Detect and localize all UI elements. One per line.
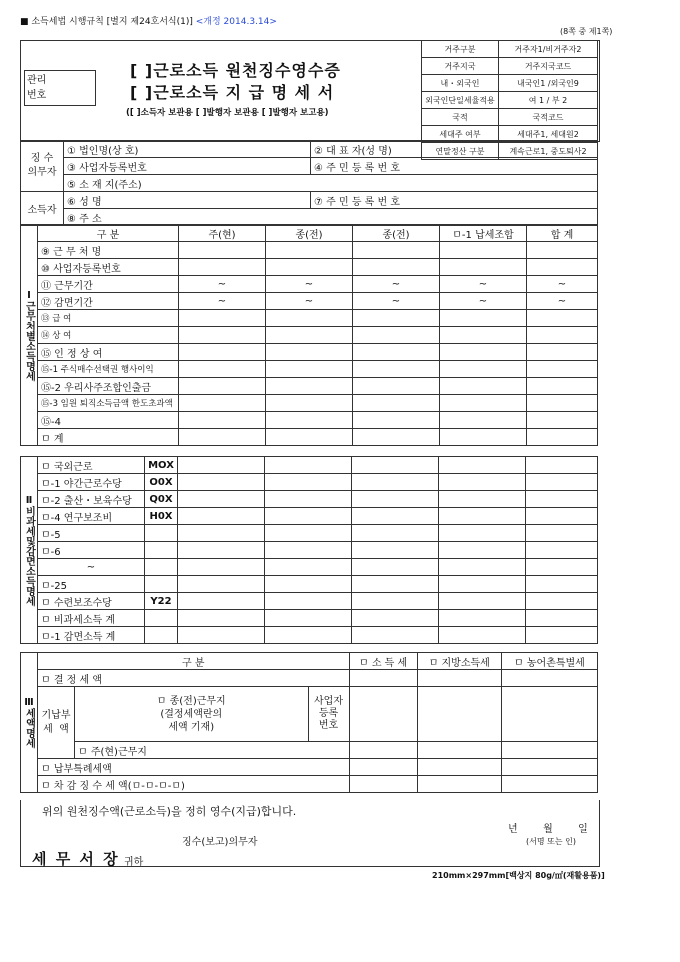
residency-value: 거주지국코드 [499, 58, 598, 75]
address-field: ⑤ 소 재 지(주소) [64, 175, 598, 192]
revision-note: <개정 2014.3.14> [195, 17, 277, 27]
admin-number-box [24, 70, 96, 106]
residency-label: 거주구분 [422, 41, 499, 58]
prev-workplace-label: ㅁ 종(전)근무지 (결정세액란의 세액 기재) [75, 687, 309, 742]
section1-cell [440, 344, 527, 361]
section1-cell [266, 242, 353, 259]
residency-value: 계속근로1, 중도퇴사2 [499, 143, 598, 160]
earner-section-label: 소득자 [21, 192, 64, 226]
section1-cell [179, 395, 266, 412]
residency-label: 연말정산 구분 [422, 143, 499, 160]
residency-value: 국적코드 [499, 109, 598, 126]
section2-code [145, 627, 178, 644]
decided-tax-row: ㅁ 결 정 세 액 [38, 670, 350, 687]
section1-cell [266, 361, 353, 378]
section1-cell [527, 412, 598, 429]
section1-cell [353, 242, 440, 259]
section2-code: Q0X [145, 491, 178, 508]
section1-row-label: ⑪ 근무기간 [38, 276, 179, 293]
section1-header: 구 분 [38, 225, 179, 242]
section1-cell [266, 378, 353, 395]
biz-reg-number-field: ③ 사업자등록번호 [64, 158, 311, 175]
section1-row-label: ⑮-3 임원 퇴직소득금액 한도초과액 [38, 395, 179, 412]
section1-cell [353, 310, 440, 327]
section2-code [145, 559, 178, 576]
section2-code [145, 542, 178, 559]
title-payment-statement: [ ]근로소득 지 급 명 세 서 [130, 83, 335, 102]
period-tilde: ~ [527, 293, 598, 310]
section3-head-category: 구 분 [38, 653, 350, 670]
page-count: (8쪽 중 제1쪽) [560, 27, 613, 36]
section1-cell [440, 259, 527, 276]
form-rule: ■ 소득세법 시행규칙 [별지 제24호서식(1)] <개정 2014.3.14> [20, 17, 277, 27]
payer-earner-table [20, 140, 598, 226]
section1-cell [353, 361, 440, 378]
footer-statement: 위의 원천징수액(근로소득)을 정히 영수(지급)합니다. [42, 805, 297, 818]
section1-cell [440, 327, 527, 344]
section2-row-label: ㅁ 국외근로 [38, 457, 145, 474]
representative-field: ② 대 표 자(성 명) [311, 141, 598, 158]
section2-row-label: ㅁ-1 야간근로수당 [38, 474, 145, 491]
section1-header: 주(현) [179, 225, 266, 242]
tax-office-label: 세 무 서 장 [32, 850, 120, 868]
section2-row-label: ㅁ-1 감면소득 계 [38, 627, 145, 644]
section1-cell [353, 378, 440, 395]
paper-spec: 210mm×297mm[백상지 80g/㎡(재활용품)] [432, 871, 605, 880]
residency-value: 세대주1, 세대원2 [499, 126, 598, 143]
section2-code [145, 525, 178, 542]
residency-value: 내국인1 /외국인9 [499, 75, 598, 92]
section2-code: O0X [145, 474, 178, 491]
section3-table [20, 652, 598, 793]
period-tilde: ~ [179, 276, 266, 293]
section1-cell [266, 327, 353, 344]
payer-section-label: 징 수 의무자 [21, 141, 64, 192]
section1-cell [353, 412, 440, 429]
section1-header: 종(전) [266, 225, 353, 242]
section1-header: 합 계 [527, 225, 598, 242]
section1-row-label: ⑨ 근 무 처 명 [38, 242, 179, 259]
tax-office-honorific: 귀하 [124, 857, 144, 868]
period-tilde: ~ [266, 276, 353, 293]
section1-table [20, 224, 598, 446]
section2-table [20, 456, 598, 644]
section1-cell [266, 310, 353, 327]
section3-head-local-tax: ㅁ 지방소득세 [417, 653, 501, 670]
residency-value: 거주자1/비거주자2 [499, 41, 598, 58]
footer-sign-note: (서명 또는 인) [526, 837, 576, 846]
section1-row-label: ⑫ 감면기간 [38, 293, 179, 310]
section1-cell [353, 259, 440, 276]
deducted-tax-row: ㅁ 차 감 징 수 세 액(ㅁ-ㅁ-ㅁ-ㅁ) [38, 776, 350, 793]
residency-label: 세대주 여부 [422, 126, 499, 143]
section1-row-label: ⑮-2 우리사주조합인출금 [38, 378, 179, 395]
residency-label: 거주지국 [422, 58, 499, 75]
section1-cell [527, 310, 598, 327]
section1-cell [353, 344, 440, 361]
section1-cell [266, 395, 353, 412]
residency-label: 국적 [422, 109, 499, 126]
section1-cell [527, 344, 598, 361]
section1-cell [179, 242, 266, 259]
section3-head-rural-tax: ㅁ 농어촌특별세 [501, 653, 597, 670]
section1-header: 종(전) [353, 225, 440, 242]
section1-cell [353, 429, 440, 446]
section2-code: MOX [145, 457, 178, 474]
section1-cell [179, 378, 266, 395]
section3-head-income-tax: ㅁ 소 득 세 [349, 653, 417, 670]
section1-cell [266, 259, 353, 276]
section1-cell [440, 412, 527, 429]
section1-cell [179, 361, 266, 378]
section1-cell [353, 327, 440, 344]
section2-row-label: ㅁ-4 연구보조비 [38, 508, 145, 525]
period-tilde: ~ [440, 293, 527, 310]
current-workplace-row: ㅁ 주(현)근무지 [75, 742, 350, 759]
section1-cell [179, 412, 266, 429]
residency-label: 내・외국인 [422, 75, 499, 92]
section1-cell [440, 395, 527, 412]
section1-row-label: ⑮-4 [38, 412, 179, 429]
section2-code: H0X [145, 508, 178, 525]
earner-address-field: ⑧ 주 소 [64, 209, 598, 226]
footer-date: 년 월 일 [508, 824, 588, 835]
section2-code [145, 610, 178, 627]
period-tilde: ~ [179, 293, 266, 310]
section2-row-label: ㅁ-5 [38, 525, 145, 542]
section1-cell [527, 429, 598, 446]
title-withholding-receipt: [ ]근로소득 원천징수영수증 [130, 61, 341, 80]
period-tilde: ~ [353, 276, 440, 293]
section2-label: Ⅱ비과세및감면소득명세 [21, 457, 38, 644]
section1-row-label: ⑮-1 주식매수선택권 행사이익 [38, 361, 179, 378]
earner-resident-number-field: ⑦ 주 민 등 록 번 호 [311, 192, 598, 209]
section1-row-label: ⑮ 인 정 상 여 [38, 344, 179, 361]
period-tilde: ~ [353, 293, 440, 310]
section2-code [145, 576, 178, 593]
section2-row-label: ㅁ-2 출산・보육수당 [38, 491, 145, 508]
section1-label: Ⅰ근무처별소득명세 [21, 225, 38, 446]
period-tilde: ~ [266, 293, 353, 310]
section1-cell [266, 344, 353, 361]
section1-cell [527, 361, 598, 378]
section2-code: Y22 [145, 593, 178, 610]
section1-row-label: ⑭ 상 여 [38, 327, 179, 344]
title-copy-type: ([ ]소득자 보관용 [ ]발행자 보관용 [ ]발행자 보고용) [126, 108, 329, 118]
earner-name-field: ⑥ 성 명 [64, 192, 311, 209]
special-payment-row: ㅁ 납부특례세액 [38, 759, 350, 776]
section2-row-label: ㅁ 수련보조수당 [38, 593, 145, 610]
period-tilde: ~ [440, 276, 527, 293]
residency-value: 여 1 / 부 2 [499, 92, 598, 109]
section1-cell [440, 378, 527, 395]
section1-cell [440, 310, 527, 327]
admin-number-label: 관리 번호 [27, 75, 47, 101]
corp-name-field: ① 법인명(상 호) [64, 141, 311, 158]
section1-cell [179, 310, 266, 327]
section2-row-label: ㅁ-6 [38, 542, 145, 559]
biz-number-label: 사업자 등록 번호 [308, 687, 349, 742]
section1-header: ㅁ-1 납세조합 [440, 225, 527, 242]
section1-cell [440, 429, 527, 446]
section2-row-label: ~ [38, 559, 145, 576]
section1-cell [266, 412, 353, 429]
section1-cell [527, 242, 598, 259]
section1-cell [179, 429, 266, 446]
section1-cell [179, 259, 266, 276]
section1-cell [527, 327, 598, 344]
section1-row-label: ㅁ 계 [38, 429, 179, 446]
section1-cell [527, 259, 598, 276]
section2-row-label: ㅁ 비과세소득 계 [38, 610, 145, 627]
section1-cell [440, 361, 527, 378]
residency-label: 외국인단일세율적용 [422, 92, 499, 109]
resident-number-field: ④ 주 민 등 록 번 호 [311, 158, 598, 175]
period-tilde: ~ [527, 276, 598, 293]
section1-row-label: ⑬ 급 여 [38, 310, 179, 327]
section1-cell [440, 242, 527, 259]
section3-label: Ⅲ세액명세 [21, 653, 38, 793]
section1-cell [353, 395, 440, 412]
section1-cell [527, 378, 598, 395]
section1-cell [266, 429, 353, 446]
footer-payer-label: 징수(보고)의무자 [182, 837, 258, 848]
section2-row-label: ㅁ-25 [38, 576, 145, 593]
section1-cell [179, 327, 266, 344]
section1-cell [527, 395, 598, 412]
prepaid-tax-label: 기납부 세 액 [38, 687, 75, 759]
section1-row-label: ⑩ 사업자등록번호 [38, 259, 179, 276]
section1-cell [179, 344, 266, 361]
